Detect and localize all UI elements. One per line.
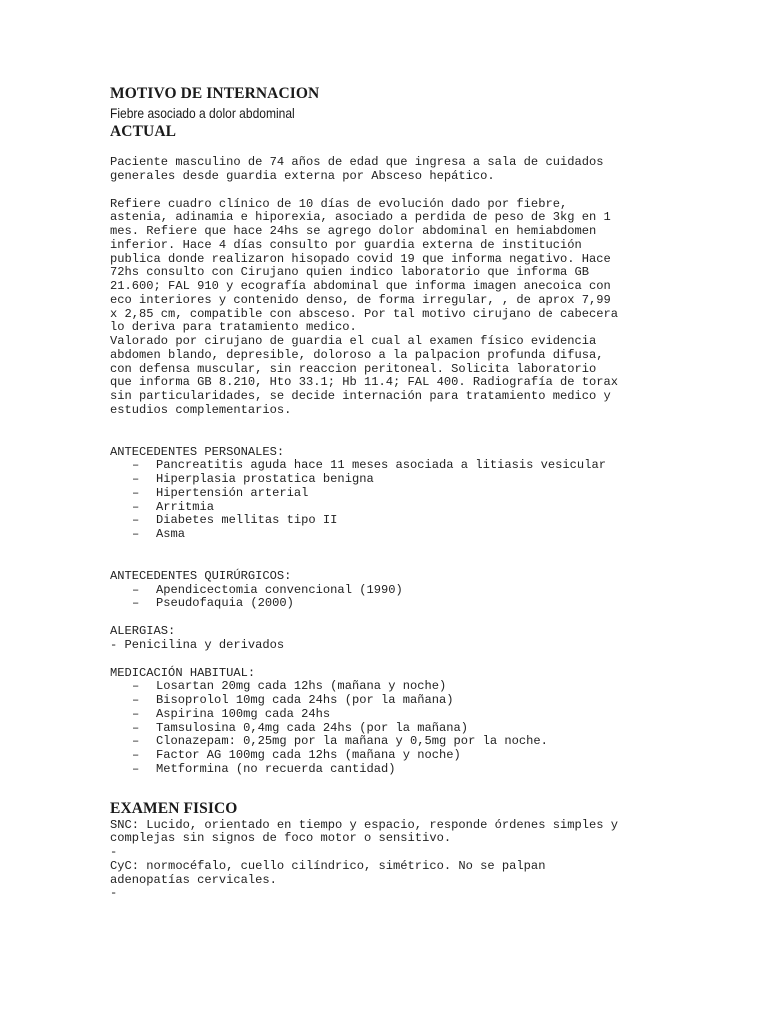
text-line: lo deriva para tratamiento medico. (110, 320, 357, 335)
text-line: CyC: normocéfalo, cuello cilíndrico, simétrico. No se palpan (110, 858, 546, 873)
text-line: mes. Refiere que hace 24hs se agrego dolor abdominal en hemiabdomen (110, 224, 597, 238)
text-line: Valorado por cirujano de guardia el cual al examen físico evidencia (110, 334, 597, 348)
list-item: – Factor AG 100mg cada 12hs (mañana y noche) (132, 748, 461, 762)
text-line: Refiere cuadro clínico de 10 días de evolución dado por fiebre, (110, 196, 568, 211)
heading-examen-fisico: EXAMEN FISICO (110, 799, 238, 817)
antecedentes-quirurgicos-section (110, 570, 658, 611)
examen-fisico-section (110, 799, 658, 902)
antecedentes-quirurgicos-list (110, 584, 658, 612)
alergias-section (110, 625, 658, 653)
list-item: – Asma (132, 527, 186, 541)
text-line: que informa GB 8.210, Hto 33.1; Hb 11.4; FAL 400. Radiografía de torax (110, 375, 619, 390)
text-line: generales desde guardia externa por Absceso hepático. (110, 168, 495, 183)
list-item: – Pancreatitis aguda hace 11 meses asociada a litiasis vesicular (132, 458, 606, 473)
medicacion-heading: MEDICACIÓN HABITUAL: (110, 665, 256, 680)
text-line: publica donde realizaron hisopado covid 19 que informa negativo. Hace (110, 251, 611, 266)
list-item: – Arritmia (132, 499, 215, 514)
list-item: – Diabetes mellitas tipo II (132, 513, 338, 528)
motivo-subtitle: Fiebre asociado a dolor abdominal (110, 105, 295, 121)
medicacion-list (110, 680, 658, 776)
heading-motivo-internacion: MOTIVO DE INTERNACION (110, 85, 320, 102)
text-line: x 2,85 cm, compatible con absceso. Por tal motivo cirujano de cabecera (110, 306, 619, 321)
text-line: inferior. Hace 4 días consulto por guardia externa de institución (110, 237, 582, 252)
list-item: – Clonazepam: 0,25mg por la mañana y 0,5mg por la noche. (132, 734, 548, 749)
medicacion-section (110, 667, 658, 777)
text-line: adenopatías cervicales. (110, 872, 277, 887)
actual-history (110, 198, 658, 418)
text-line: SNC: Lucido, orientado en tiempo y espacio, responde órdenes simples y (110, 817, 619, 832)
text-line: astenia, adinamia e hiporexia, asociado a perdida de peso de 3kg en 1 (110, 210, 611, 225)
list-item: – Bisoprolol 10mg cada 24hs (por la mañana) (132, 693, 454, 707)
text-line: complejas sin signos de foco motor o sensitivo. (110, 831, 452, 846)
list-item: – Hipertensión arterial (132, 485, 309, 500)
text-line: 21.600; FAL 910 y ecografía abdominal que informa imagen anecoica con (110, 279, 611, 293)
antecedentes-personales-section (110, 446, 658, 542)
list-item: – Tamsulosina 0,4mg cada 24hs (por la mañana) (132, 720, 469, 735)
list-item: – Metformina (no recuerda cantidad) (132, 761, 396, 776)
text-line: eco interiores y contenido denso, de forma irregular, , de aprox 7,99 (110, 292, 611, 307)
antecedentes-personales-heading: ANTECEDENTES PERSONALES: (110, 444, 285, 459)
antecedentes-quirurgicos-heading: ANTECEDENTES QUIRÚRGICOS: (110, 568, 292, 583)
antecedentes-personales-list (110, 459, 658, 542)
text-line: con defensa muscular, sin reaccion peritoneal. Solicita laboratorio (110, 361, 597, 376)
list-item: – Losartan 20mg cada 12hs (mañana y noche) (132, 679, 447, 694)
separator-dash: - (110, 886, 118, 901)
list-item: – Aspirina 100mg cada 24hs (132, 706, 331, 721)
text-line: Paciente masculino de 74 años de edad que ingresa a sala de cuidados (110, 155, 604, 169)
list-item: – Apendicectomia convencional (1990) (132, 582, 403, 597)
text-line: abdomen blando, depresible, doloroso a la palpacion profunda difusa, (110, 347, 604, 362)
list-item: – Pseudofaquia (2000) (132, 596, 294, 611)
separator-dash: - (110, 845, 118, 859)
alergias-heading: ALERGIAS: (110, 624, 176, 638)
heading-actual: ACTUAL (110, 123, 177, 140)
text-line: sin particularidades, se decide internación para tratamiento medico y (110, 389, 611, 403)
document-page (110, 84, 658, 901)
actual-intro (110, 156, 658, 184)
text-line: 72hs consulto con Cirujano quien indico laboratorio que informa GB (110, 265, 589, 280)
list-item: – Hiperplasia prostatica benigna (132, 472, 374, 486)
alergias-item: - Penicilina y derivados (110, 637, 285, 652)
text-line: estudios complementarios. (110, 402, 292, 417)
